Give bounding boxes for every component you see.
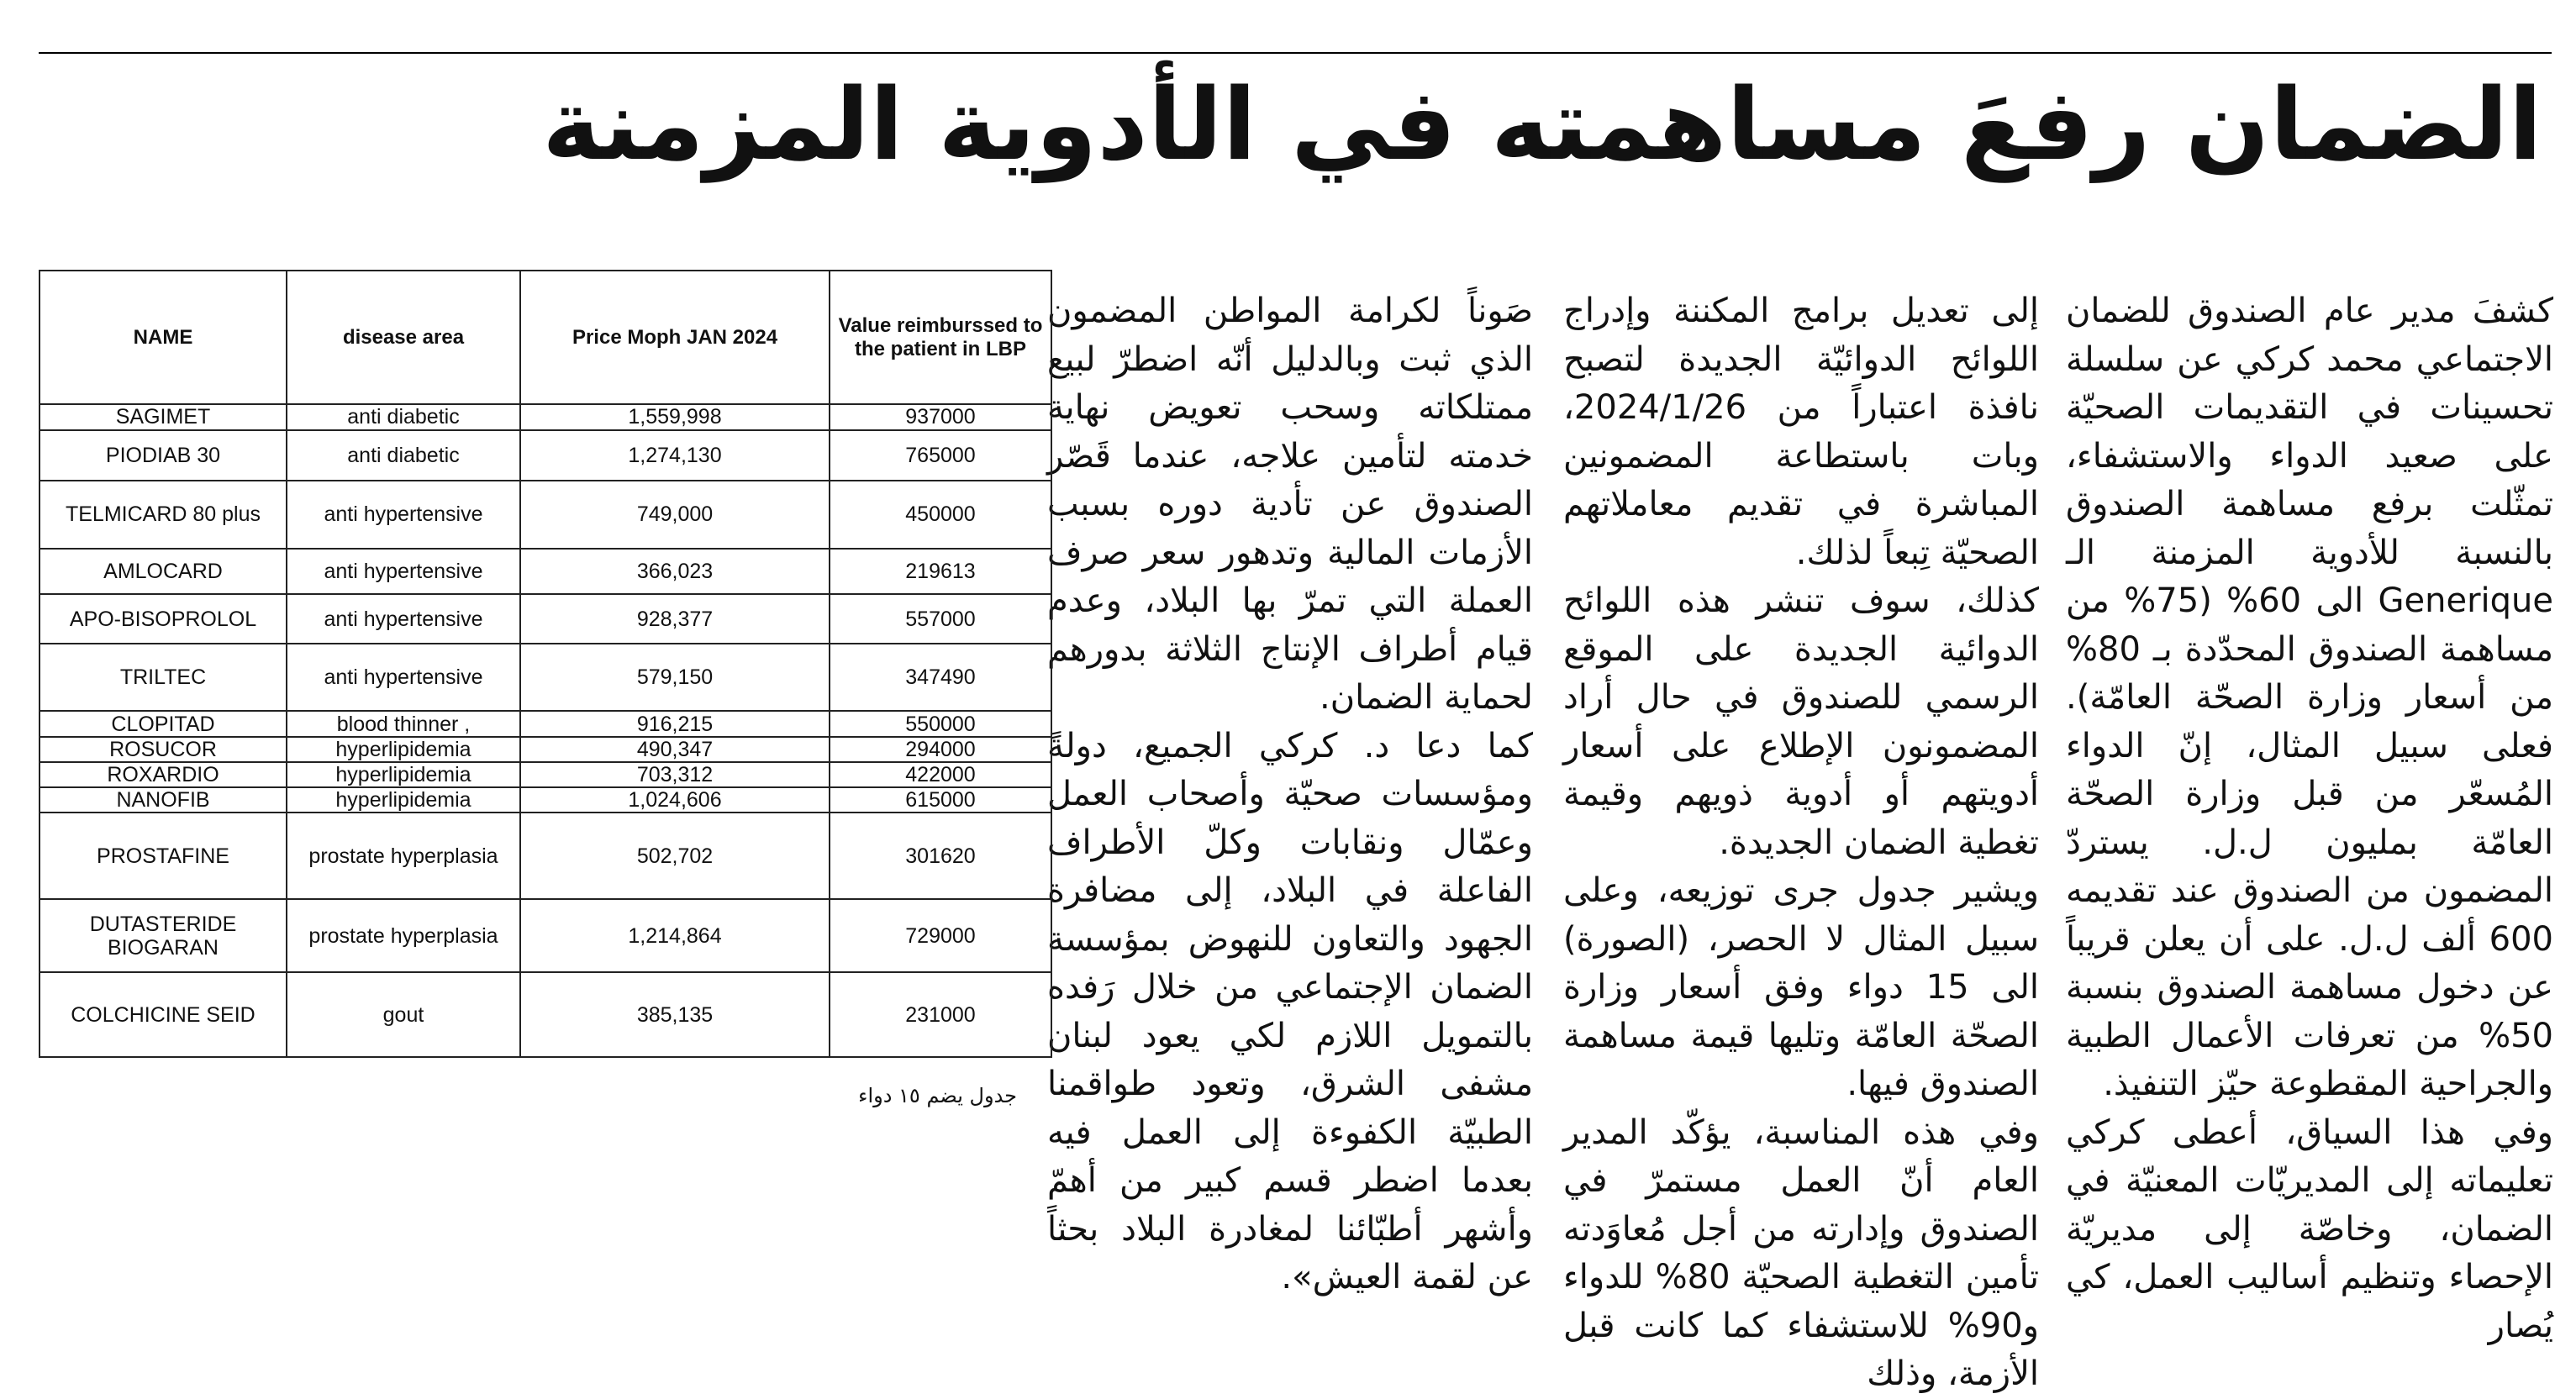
cell-name: TELMICARD 80 plus	[40, 481, 287, 549]
cell-price: 385,135	[520, 972, 830, 1057]
table-caption: جدول يضم ١٥ دواء	[858, 1084, 1017, 1107]
cell-disease: prostate hyperplasia	[287, 899, 520, 972]
cell-value: 937000	[830, 404, 1051, 429]
paragraph: وفي هذا السياق، أعطى كركي تعليماته إلى المديريّات المعنيّة في الضمان، وخاصّة إلى مديريّة الإحصاء وتنظيم أساليب العمل، كي يُصار	[2066, 1112, 2553, 1345]
cell-price: 928,377	[520, 594, 830, 644]
table-row	[40, 813, 1051, 899]
header-reimbursed: Value reimburssed to the patient in LBP	[830, 271, 1051, 404]
cell-price: 703,312	[520, 762, 830, 787]
cell-name: CLOPITAD	[40, 711, 287, 736]
cell-disease: anti hypertensive	[287, 644, 520, 712]
table-row	[40, 711, 1051, 736]
cell-value: 219613	[830, 549, 1051, 594]
table-row	[40, 430, 1051, 481]
cell-disease: anti hypertensive	[287, 549, 520, 594]
medication-table	[39, 270, 1052, 1058]
cell-price: 1,214,864	[520, 899, 830, 972]
cell-name: TRILTEC	[40, 644, 287, 712]
cell-disease: anti diabetic	[287, 430, 520, 481]
cell-value: 347490	[830, 644, 1051, 712]
paragraph: ويشير جدول جرى توزيعه، وعلى سبيل المثال لا الحصر، (الصورة) الى 15 دواء وفق أسعار وزارة الصحّة العامّة وتليها قيمة مساهمة الصندوق فيها.	[1563, 871, 2040, 1103]
cell-price: 366,023	[520, 549, 830, 594]
cell-value: 615000	[830, 787, 1051, 813]
paragraph: كذلك، سوف تنشر هذه اللوائح الدوائية الجديدة على الموقع الرسمي للصندوق في حال أراد المضمونون الإطلاع على أسعار أدويتهم أو أدوية ذويهم وقيمة تغطية الضمان الجديدة.	[1563, 581, 2039, 862]
cell-name: NANOFIB	[40, 787, 287, 813]
table-row	[40, 972, 1051, 1057]
cell-disease: hyperlipidemia	[287, 787, 520, 813]
table-row	[40, 404, 1051, 429]
article-column-2	[1563, 287, 2040, 1393]
cell-disease: hyperlipidemia	[287, 737, 520, 762]
cell-name: DUTASTERIDE BIOGARAN	[40, 899, 287, 972]
table-row	[40, 644, 1051, 712]
cell-value: 765000	[830, 430, 1051, 481]
cell-disease: hyperlipidemia	[287, 762, 520, 787]
paragraph: كشفَ مدير عام الصندوق للضمان الاجتماعي محمد كركي عن سلسلة تحسينات في التقديمات الصحيّة على صعيد الدواء والاستشفاء، تمثّلت برفع مساهمة الصندوق بالنسبة للأدوية المزمنة الـ Generique الى 60% (75% من مساهمة الصندوق المحدّدة بـ 80% من أسعار وزارة الصحّة العامّة). فعلى سبيل المثال، إنّ الدواء المُسعّر من قبل وزارة الصحّة العامّة بمليون ل.ل. يستردّ المضمون من الصندوق عند تقديمه 600 ألف ل.ل. على أن يعلن قريباً عن دخول مساهمة الصندوق بنسبة 50% من تعرفات الأعمال الطبية والجراحية المقطوعة حيّز التنفيذ.	[2066, 292, 2553, 1103]
cell-price: 1,559,998	[520, 404, 830, 429]
paragraph: كما دعا د. كركي الجميع، دولةً ومؤسسات صحيّة وأصحاب العمل وعمّال ونقابات وكلّ الأطراف الفاعلة في البلاد، إلى مضافرة الجهود والتعاون للنهوض بمؤسسة الضمان الإجتماعي من خلال رَفده بالتمويل اللازم لكي يعود لبنان مشفى الشرق، وتعود طواقمنا الطبيّة الكفوءة إلى العمل فيه بعدما اضطر قسم كبير من أهمّ وأشهر أطبّائنا لمغادرة البلاد بحثاً عن لقمة العيش».	[1047, 726, 1533, 1296]
header-price: Price Moph JAN 2024	[520, 271, 830, 404]
cell-name: PIODIAB 30	[40, 430, 287, 481]
cell-price: 1,024,606	[520, 787, 830, 813]
table-row	[40, 594, 1051, 644]
table-row	[40, 549, 1051, 594]
cell-value: 301620	[830, 813, 1051, 899]
header-disease-area: disease area	[287, 271, 520, 404]
article-column-3	[1047, 287, 1533, 1296]
cell-value: 557000	[830, 594, 1051, 644]
paragraph: صَوناً لكرامة المواطن المضمون الذي ثبت وبالدليل أنّه اضطرّ لبيع ممتلكاته وسحب تعويض نهاية خدمته لتأمين علاجه، عندما قَصّر الصندوق عن تأدية دوره بسبب الأزمات المالية وتدهور سعر صرف العملة التي تمرّ بها البلاد، وعدم قيام أطراف الإنتاج الثلاثة بدورهم لحماية الضمان.	[1047, 292, 1533, 717]
cell-name: ROXARDIO	[40, 762, 287, 787]
cell-price: 749,000	[520, 481, 830, 549]
table-row	[40, 899, 1051, 972]
cell-value: 729000	[830, 899, 1051, 972]
paragraph: وفي هذه المناسبة، يؤكّد المدير العام أنّ العمل مستمرّ في الصندوق وإدارته من أجل مُعاوَدته تأمين التغطية الصحيّة 80% للدواء و90% للاستشفاء كما كانت قبل الأزمة، وذلك	[1563, 1112, 2040, 1393]
table-row	[40, 762, 1051, 787]
cell-price: 1,274,130	[520, 430, 830, 481]
cell-disease: gout	[287, 972, 520, 1057]
cell-value: 231000	[830, 972, 1051, 1057]
cell-name: APO-BISOPROLOL	[40, 594, 287, 644]
header-name: NAME	[40, 271, 287, 404]
article-column-1	[2066, 287, 2553, 1345]
cell-price: 490,347	[520, 737, 830, 762]
cell-disease: prostate hyperplasia	[287, 813, 520, 899]
cell-disease: anti hypertensive	[287, 594, 520, 644]
table-row	[40, 737, 1051, 762]
headline: الضمان رفعَ مساهمته في الأدوية المزمنة	[542, 66, 2542, 182]
cell-value: 422000	[830, 762, 1051, 787]
cell-price: 916,215	[520, 711, 830, 736]
cell-name: ROSUCOR	[40, 737, 287, 762]
table-row	[40, 787, 1051, 813]
cell-disease: anti hypertensive	[287, 481, 520, 549]
table-header-row	[40, 271, 1051, 404]
cell-value: 550000	[830, 711, 1051, 736]
cell-name: PROSTAFINE	[40, 813, 287, 899]
cell-name: COLCHICINE SEID	[40, 972, 287, 1057]
paragraph: إلى تعديل برامج المكننة وإدراج اللوائح الدوائيّة الجديدة لتصبح نافذة اعتباراً من 2024/1/26، وبات باستطاعة المضمونين المباشرة في تقديم معاملاتهم الصحيّة تِبعاً لذلك.	[1563, 292, 2039, 572]
cell-name: AMLOCARD	[40, 549, 287, 594]
cell-disease: anti diabetic	[287, 404, 520, 429]
cell-name: SAGIMET	[40, 404, 287, 429]
table-row	[40, 481, 1051, 549]
cell-price: 502,702	[520, 813, 830, 899]
cell-value: 294000	[830, 737, 1051, 762]
cell-disease: blood thinner ,	[287, 711, 520, 736]
cell-price: 579,150	[520, 644, 830, 712]
cell-value: 450000	[830, 481, 1051, 549]
